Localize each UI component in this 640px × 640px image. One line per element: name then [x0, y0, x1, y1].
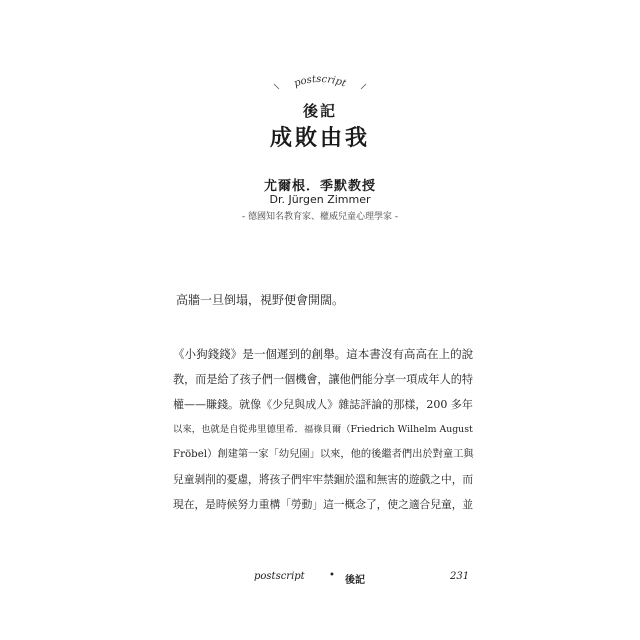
postscript-tag [270, 70, 370, 96]
epigraph: 高牆一旦倒塌，視野便會開闊。 [176, 293, 345, 307]
paragraph-line: 以來，也就是自從弗里德里希．福祿貝爾（Friedrich Wilhelm August [173, 424, 473, 435]
chapter-title: 成敗由我 [269, 125, 370, 151]
paragraph-line: 現在，是時候努力重構「勞動」這一概念了，使之適合兒童，並 [173, 498, 474, 511]
author-description: - 德國知名教育家、權威兒童心理學家 - [241, 212, 399, 222]
paragraph-line: Fröbel）創建第一家「幼兒園」以來，他的後繼者們出於對童工與 [173, 448, 474, 460]
paragraph-line: 《小狗錢錢》是一個遲到的創舉。這本書沒有高高在上的說 [173, 347, 474, 361]
running-footer-en: postscript [254, 571, 305, 582]
running-footer-zh: 後記 [345, 575, 365, 586]
left-slash-mark [274, 84, 279, 89]
right-slash-mark [361, 84, 366, 89]
paragraph-line: 兒童剝削的憂慮，將孩子們牢牢禁錮於溫和無害的遊戲之中，而 [173, 473, 474, 486]
chapter-label: 後記 [302, 102, 337, 120]
paragraph-line: 權——賺錢。就像《少兒與成人》雜誌評論的那樣，200 多年 [173, 398, 473, 411]
postscript-arc [270, 70, 370, 96]
footer-separator: • [329, 570, 335, 581]
page-number: 231 [450, 571, 470, 582]
body-paragraph [173, 342, 473, 517]
author-name-en: Dr. Jürgen Zimmer [269, 193, 371, 206]
paragraph-line: 教，而是給了孩子們一個機會，讓他們能分享一項成年人的特 [173, 373, 473, 386]
author-name-zh: 尤爾根．季默教授 [263, 179, 376, 194]
postscript-tag-text: postscript [292, 73, 348, 90]
